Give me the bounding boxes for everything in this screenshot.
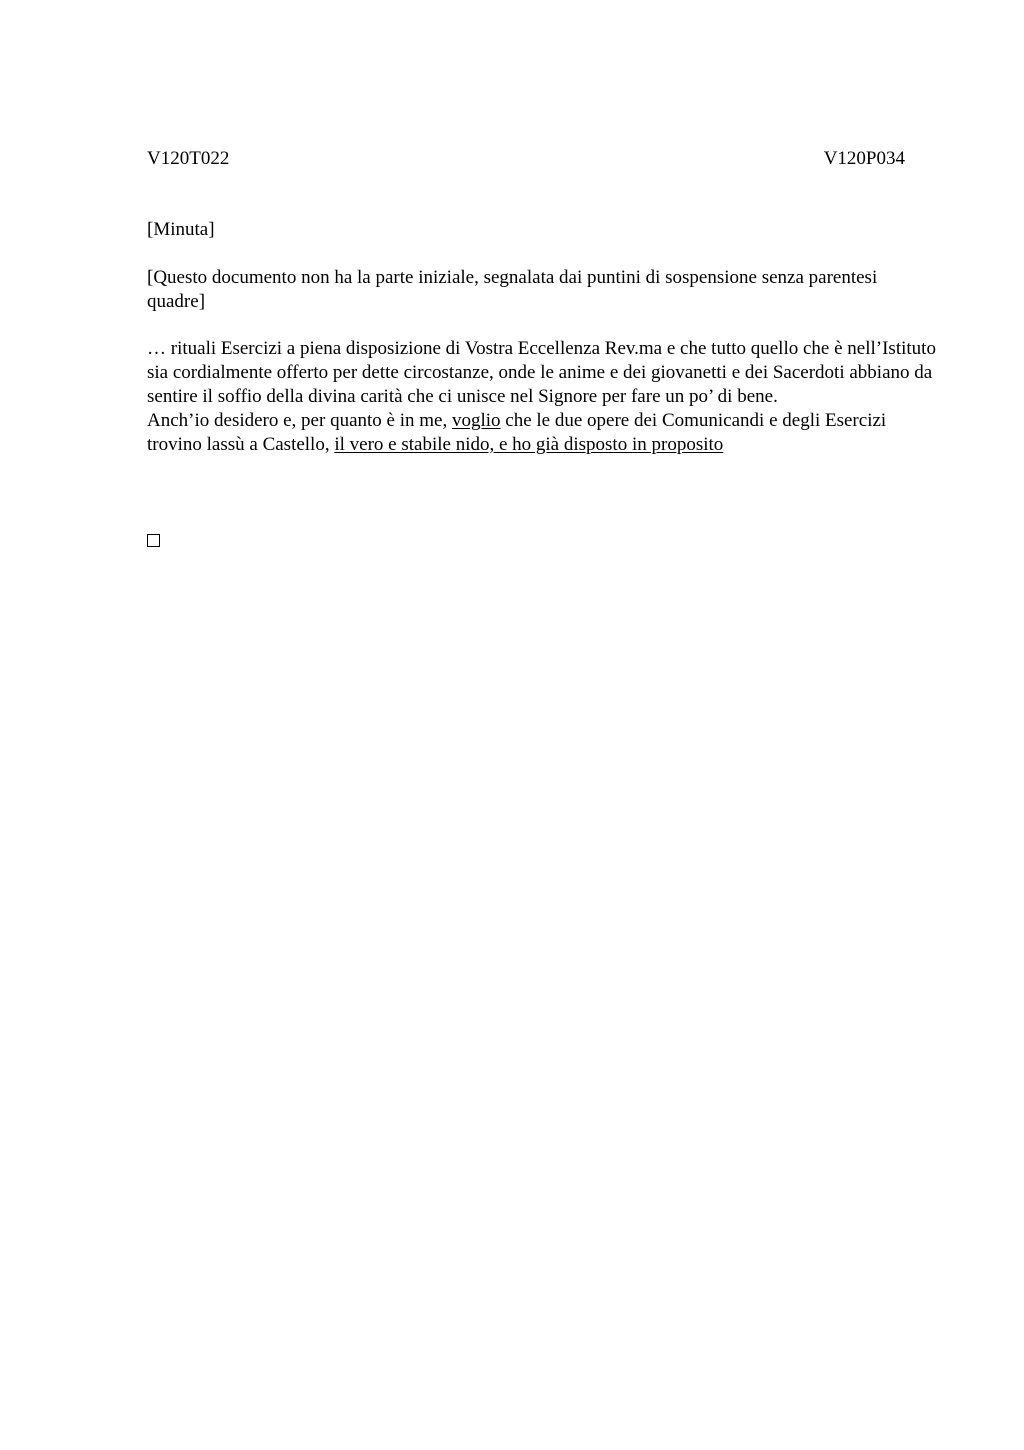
underlined-phrase: il vero e stabile nido, e ho già disposto in proposito [334,434,724,455]
checkbox-square-icon [147,534,160,547]
paragraph-1: … rituali Esercizi a piena disposizione di Vostra Eccellenza Rev.ma e che tutto quello che è nell’Istituto sia cordialmente offerto per dette circostanze, onde le anime e dei giovanetti e dei Sacerdoti abbiano da sentire il soffio della divina carità che ci unisce nel Signore per fare un po’ di bene. [147,338,936,407]
paragraph-2-part-2: che le due opere dei Comunicandi e degli Esercizi trovino lassù a Castello, [147,410,887,455]
document-code-left: V120T022 [147,148,230,169]
document-code-right: V120P034 [823,148,905,169]
editor-note: [Questo documento non ha la parte iniziale, segnalata dai puntini di sospensione senza parentesi quadre] [147,267,878,312]
paragraph-2 [147,409,937,457]
letter-body [147,337,937,457]
paragraph-2-part-1: Anch’io desidero e, per quanto è in me, [147,410,452,431]
document-label: [Minuta] [147,219,215,240]
underlined-word-voglio: voglio [451,410,501,431]
